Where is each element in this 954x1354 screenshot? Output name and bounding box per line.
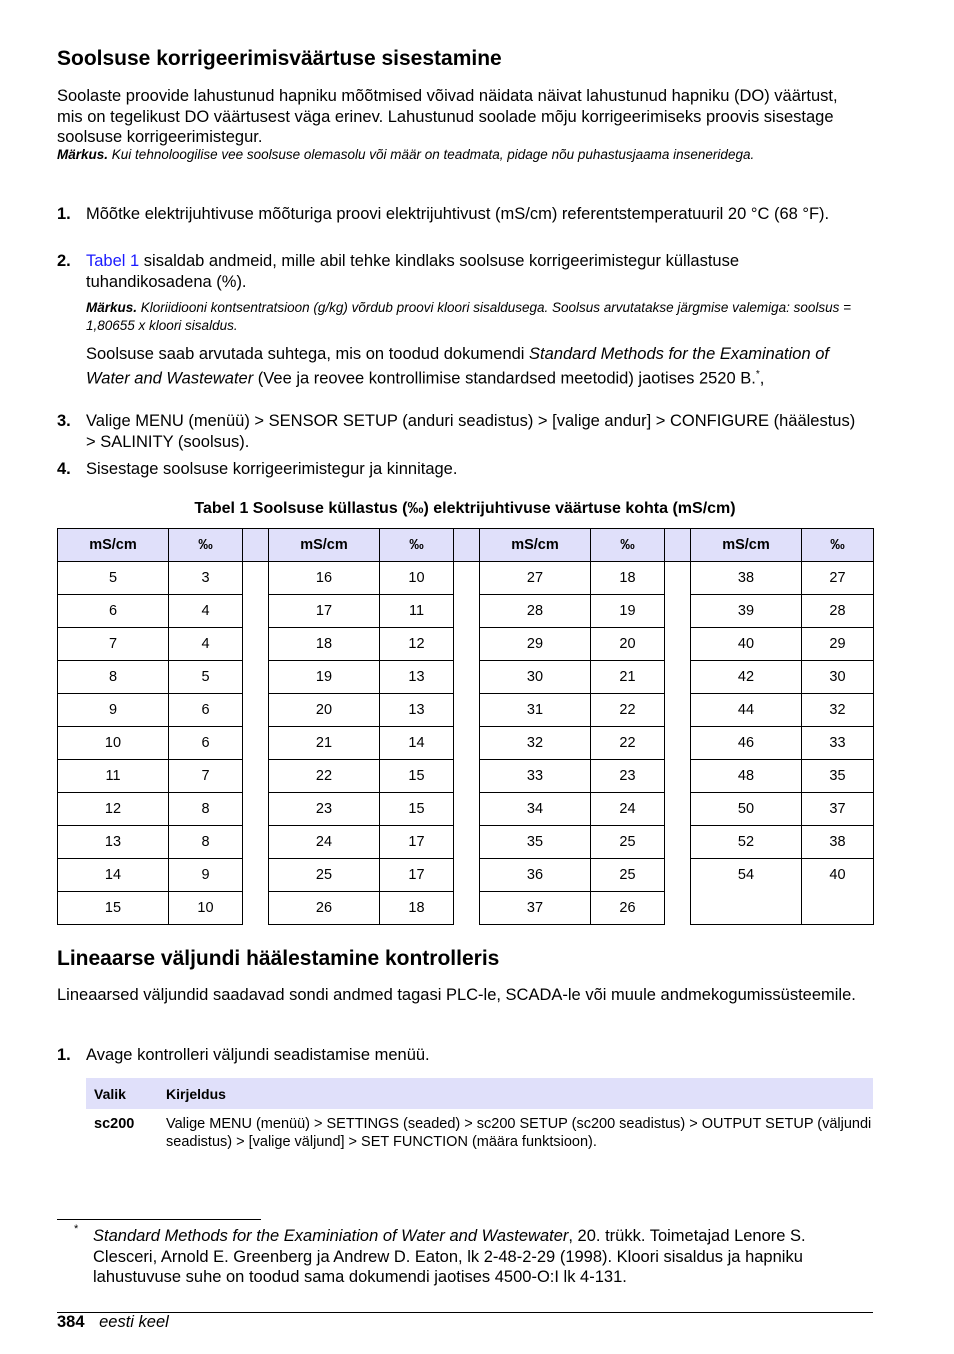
ms-cell: 13: [58, 826, 169, 859]
permille-cell: 35: [802, 760, 874, 793]
ms-cell: 52: [691, 826, 802, 859]
permille-cell: 14: [380, 727, 454, 760]
options-row: [86, 1109, 873, 1151]
permille-cell: 13: [380, 694, 454, 727]
col-header-ms: mS/cm: [480, 529, 591, 562]
ms-cell: 11: [58, 760, 169, 793]
permille-cell: 10: [380, 562, 454, 595]
permille-cell: 29: [802, 628, 874, 661]
ms-cell: 23: [269, 793, 380, 826]
options-header-row: [86, 1078, 873, 1109]
gap-cell: [454, 760, 480, 793]
gap-cell: [454, 727, 480, 760]
permille-cell: 24: [591, 793, 665, 826]
ms-cell: 7: [58, 628, 169, 661]
ms-cell: 25: [269, 859, 380, 892]
options-table: [86, 1078, 873, 1151]
permille-cell: 22: [591, 694, 665, 727]
gap-cell: [665, 562, 691, 595]
footnote-italic: Standard Methods for the Examiniation of Water and Wastewater: [93, 1227, 569, 1245]
step-number: 3.: [57, 412, 71, 430]
ms-cell: 54: [691, 859, 802, 892]
option-name: sc200: [94, 1116, 135, 1132]
gap-cell: [665, 529, 691, 562]
ms-cell: 32: [480, 727, 591, 760]
ms-cell: 34: [480, 793, 591, 826]
extra-end: ,: [759, 369, 765, 387]
permille-cell: 3: [169, 562, 243, 595]
ms-cell: 17: [269, 595, 380, 628]
table-caption: Tabel 1 Soolsuse küllastus (‰) elektrijuhtivuse väärtuse kohta (mS/cm): [194, 500, 736, 517]
salinity-note: [57, 146, 837, 164]
permille-cell: 4: [169, 595, 243, 628]
footnote-text: , 20. trükk. Toimetajad Lenore S. Clesceri, Arnold E. Greenberg ja Andrew D. Eaton, lk 2-48-2-29 (1998). Kloori sisaldus ja hapniku lahustuvuse suhe on toodud sama dokumendi jaotises 4500-O:I lk 4-131.: [93, 1227, 806, 1286]
ms-cell: 18: [269, 628, 380, 661]
permille-cell: 17: [380, 826, 454, 859]
gap-cell: [243, 529, 269, 562]
permille-cell: 15: [380, 793, 454, 826]
gap-cell: [454, 793, 480, 826]
permille-cell: 32: [802, 694, 874, 727]
gap-cell: [454, 892, 480, 925]
ms-cell: 29: [480, 628, 591, 661]
ms-cell: 27: [480, 562, 591, 595]
gap-cell: [665, 661, 691, 694]
permille-cell: 12: [380, 628, 454, 661]
ms-cell: 24: [269, 826, 380, 859]
permille-cell: 10: [169, 892, 243, 925]
gap-cell: [243, 826, 269, 859]
permille-cell: 8: [169, 793, 243, 826]
step-2-note: [86, 299, 856, 335]
ms-cell: 38: [691, 562, 802, 595]
gap-cell: [454, 661, 480, 694]
col-header-ms: mS/cm: [691, 529, 802, 562]
gap-cell: [454, 826, 480, 859]
permille-cell: 20: [591, 628, 665, 661]
permille-cell: 25: [591, 859, 665, 892]
permille-cell: 30: [802, 661, 874, 694]
ms-cell: 26: [269, 892, 380, 925]
gap-cell: [665, 760, 691, 793]
step-text: Sisestage soolsuse korrigeerimistegur ja kinnitage.: [86, 460, 458, 478]
step-text: [86, 251, 856, 292]
permille-cell: 23: [591, 760, 665, 793]
ms-cell: 48: [691, 760, 802, 793]
gap-cell: [243, 760, 269, 793]
ms-cell: 44: [691, 694, 802, 727]
col-header-permille: ‰: [169, 529, 243, 562]
permille-cell: 38: [802, 826, 874, 859]
permille-cell: 25: [591, 826, 665, 859]
permille-cell: 7: [169, 760, 243, 793]
salinity-intro: Soolaste proovide lahustunud hapniku mõõtmised võivad näidata näivat lahustunud hapniku (DO) väärtust, mis on tegelikust DO väärtusest väga erinev. Lahustunud soolade mõju korrigeerimiseks proovis sisestage soolsuse korrigeerimistegur.: [57, 87, 838, 146]
gap-cell: [243, 793, 269, 826]
gap-cell: [243, 628, 269, 661]
linear-output-intro: Lineaarsed väljundid saadavad sondi andmed tagasi PLC-le, SCADA-le või muule andmekogumissüsteemile.: [57, 986, 856, 1004]
table-row: [58, 892, 874, 925]
permille-cell: 6: [169, 727, 243, 760]
gap-cell: [243, 694, 269, 727]
step-number: 4.: [57, 460, 71, 478]
footer-language: eesti keel: [99, 1313, 169, 1331]
step-number: 1.: [57, 205, 71, 223]
ms-cell: 40: [691, 628, 802, 661]
permille-cell: 28: [802, 595, 874, 628]
ms-cell: 33: [480, 760, 591, 793]
note-label: Märkus.: [57, 147, 109, 162]
step-text: Avage kontrolleri väljundi seadistamise menüü.: [86, 1046, 430, 1064]
footnote: [93, 1226, 868, 1288]
ms-cell: 16: [269, 562, 380, 595]
permille-cell: 19: [591, 595, 665, 628]
permille-cell: 37: [802, 793, 874, 826]
permille-cell: 4: [169, 628, 243, 661]
ms-cell: 46: [691, 727, 802, 760]
footer-rule: [57, 1312, 873, 1313]
section-heading-linear-output: Lineaarse väljundi häälestamine kontrolleris: [57, 947, 500, 970]
gap-cell: [665, 694, 691, 727]
extra-text-post: (Vee ja reovee kontrollimise standardsed meetodid) jaotises 2520 B.: [253, 369, 756, 387]
col-header-permille: ‰: [591, 529, 665, 562]
note-label: Märkus.: [86, 300, 138, 315]
permille-cell: 21: [591, 661, 665, 694]
section-heading-salinity: Soolsuse korrigeerimisväärtuse sisestamine: [57, 47, 502, 70]
extra-text: Soolsuse saab arvutada suhtega, mis on toodud dokumendi: [86, 345, 530, 363]
permille-cell: 9: [169, 859, 243, 892]
ms-cell: 36: [480, 859, 591, 892]
col-header-description: Kirjeldus: [158, 1078, 873, 1109]
step-number: 1.: [57, 1046, 71, 1064]
ms-cell: 22: [269, 760, 380, 793]
col-header-option: Valik: [86, 1078, 158, 1109]
footer: [57, 1313, 169, 1332]
note-text: Kui tehnoloogilise vee soolsuse olemasolu või määr on teadmata, pidage nõu puhastusjaama inseneridega.: [111, 147, 755, 162]
footnote-mark: *: [74, 1223, 79, 1235]
gap-cell: [665, 793, 691, 826]
ms-cell: 30: [480, 661, 591, 694]
permille-cell: 40: [802, 859, 874, 892]
gap-cell: [454, 859, 480, 892]
ms-cell: 10: [58, 727, 169, 760]
step-2-extra: [86, 344, 846, 389]
footnote-ref[interactable]: *: [755, 368, 760, 380]
ms-cell: 5: [58, 562, 169, 595]
gap-cell: [665, 892, 691, 925]
permille-cell: 6: [169, 694, 243, 727]
gap-cell: [454, 628, 480, 661]
gap-cell: [243, 562, 269, 595]
salinity-table: [57, 528, 874, 925]
ms-cell: 35: [480, 826, 591, 859]
table-row: [58, 793, 874, 826]
ms-cell: 15: [58, 892, 169, 925]
page-number: 384: [57, 1313, 85, 1331]
table-header-row: [58, 529, 874, 562]
permille-cell: [802, 892, 874, 925]
ms-cell: [691, 892, 802, 925]
gap-cell: [665, 595, 691, 628]
footnote-rule: [57, 1219, 261, 1220]
gap-cell: [454, 694, 480, 727]
permille-cell: 5: [169, 661, 243, 694]
table-row: [58, 826, 874, 859]
table-1-link[interactable]: Tabel 1: [86, 252, 140, 270]
gap-cell: [454, 529, 480, 562]
permille-cell: 13: [380, 661, 454, 694]
gap-cell: [243, 859, 269, 892]
table-row: [58, 760, 874, 793]
table-row: [58, 562, 874, 595]
permille-cell: 18: [380, 892, 454, 925]
step-text: Valige MENU (menüü) > SENSOR SETUP (anduri seadistus) > [valige andur] > CONFIGURE (häälestus) > SALINITY (soolsus).: [86, 412, 856, 451]
option-description: Valige MENU (menüü) > SETTINGS (seaded) > sc200 SETUP (sc200 seadistus) > OUTPUT SETUP (väljundi seadistus) > [valige väljund] > SET FUNCTION (määra funktsioon).: [166, 1116, 872, 1150]
col-header-permille: ‰: [380, 529, 454, 562]
step-text-body: sisaldab andmeid, mille abil tehke kindlaks soolsuse korrigeerimistegur küllastuse tuhandikosadena (%).: [86, 252, 740, 291]
ms-cell: 28: [480, 595, 591, 628]
table-row: [58, 661, 874, 694]
table-row: [58, 694, 874, 727]
permille-cell: 8: [169, 826, 243, 859]
gap-cell: [243, 595, 269, 628]
ms-cell: 19: [269, 661, 380, 694]
table-row: [58, 595, 874, 628]
permille-cell: 22: [591, 727, 665, 760]
gap-cell: [665, 859, 691, 892]
ms-cell: 39: [691, 595, 802, 628]
ms-cell: 50: [691, 793, 802, 826]
gap-cell: [665, 727, 691, 760]
ms-cell: 12: [58, 793, 169, 826]
permille-cell: 27: [802, 562, 874, 595]
table-row: [58, 727, 874, 760]
permille-cell: 15: [380, 760, 454, 793]
ms-cell: 20: [269, 694, 380, 727]
gap-cell: [243, 661, 269, 694]
permille-cell: 33: [802, 727, 874, 760]
ms-cell: 14: [58, 859, 169, 892]
ms-cell: 37: [480, 892, 591, 925]
col-header-ms: mS/cm: [58, 529, 169, 562]
table-row: [58, 628, 874, 661]
table-row: [58, 859, 874, 892]
step-number: 2.: [57, 252, 71, 270]
gap-cell: [243, 892, 269, 925]
gap-cell: [454, 595, 480, 628]
ms-cell: 31: [480, 694, 591, 727]
permille-cell: 26: [591, 892, 665, 925]
note-text: Kloriidiooni kontsentratsioon (g/kg) võrdub proovi kloori sisaldusega. Soolsus arvutatakse järgmise valemiga: soolsus = 1,80655 x kloori sisaldus.: [86, 300, 852, 333]
ms-cell: 9: [58, 694, 169, 727]
ms-cell: 6: [58, 595, 169, 628]
permille-cell: 11: [380, 595, 454, 628]
col-header-permille: ‰: [802, 529, 874, 562]
extra-italic: Standard Methods for the Examination of Water and Wastewater: [86, 345, 829, 387]
gap-cell: [665, 628, 691, 661]
col-header-ms: mS/cm: [269, 529, 380, 562]
gap-cell: [243, 727, 269, 760]
ms-cell: 21: [269, 727, 380, 760]
step-text: Mõõtke elektrijuhtivuse mõõturiga proovi elektrijuhtivust (mS/cm) referentstemperatuuril 20 °C (68 °F).: [86, 205, 830, 223]
gap-cell: [665, 826, 691, 859]
ms-cell: 8: [58, 661, 169, 694]
permille-cell: 18: [591, 562, 665, 595]
ms-cell: 42: [691, 661, 802, 694]
permille-cell: 17: [380, 859, 454, 892]
gap-cell: [454, 562, 480, 595]
